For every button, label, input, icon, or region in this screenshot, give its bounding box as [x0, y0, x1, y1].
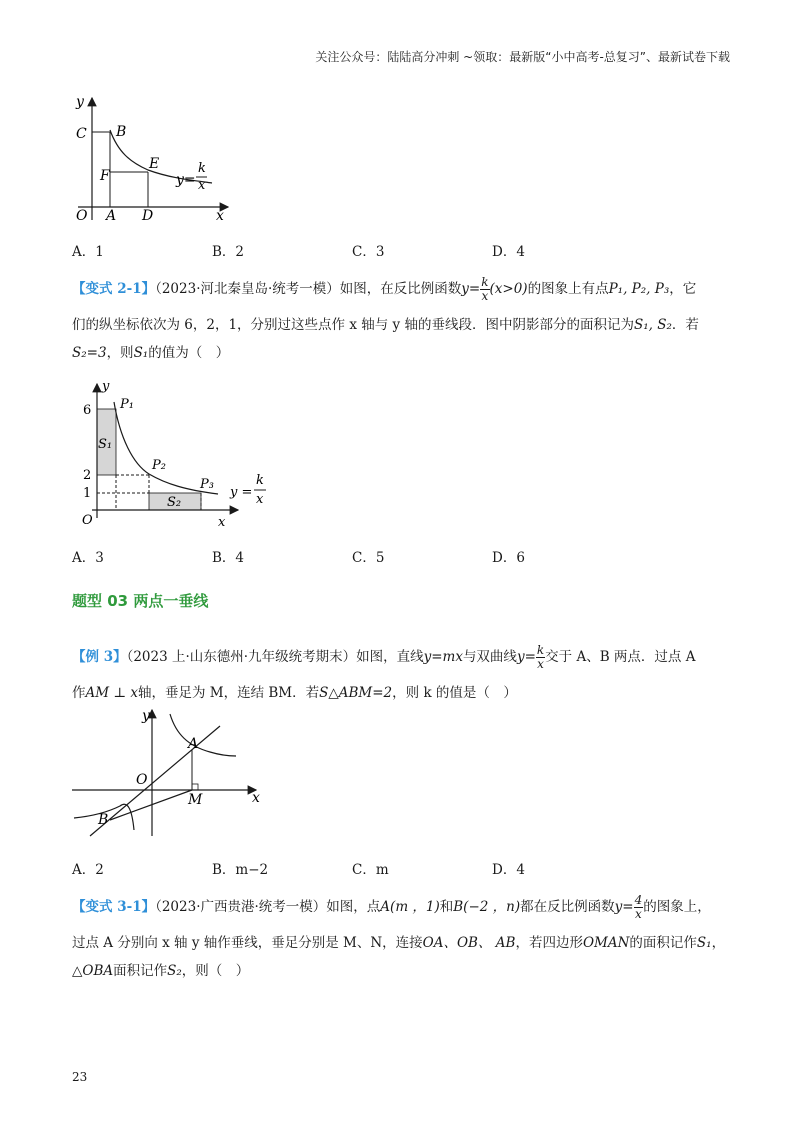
label-D: D: [142, 208, 154, 224]
label-M: M: [188, 792, 203, 808]
label-P3: P₃: [200, 477, 214, 492]
eq-k: k: [256, 473, 264, 488]
page-header: 关注公众号：陆陆高分冲刺 ~领取：最新版“小中高考-总复习”、最新试卷下载: [315, 50, 730, 64]
q1-choice-b: B．2: [212, 244, 245, 260]
example-3-line2: 作AM ⊥ x轴，垂足为 M，连结 BM．若S△ABM=2，则 k 的值是（ ）: [72, 685, 517, 701]
q2-choice-d: D．6: [492, 550, 525, 566]
tick-2: 2: [83, 468, 92, 483]
label-y: y: [76, 94, 84, 110]
figure-2: [78, 378, 278, 533]
q3-choice-c: C．m: [352, 862, 389, 878]
eq-lhs: y=: [176, 172, 196, 188]
q3-choice-a: A．2: [72, 862, 104, 878]
label-A: A: [106, 208, 117, 224]
eq-k: k: [198, 161, 206, 176]
label-O: O: [136, 772, 148, 788]
label-x: x: [218, 515, 226, 530]
section-title: 题型 03 两点一垂线: [72, 592, 209, 610]
example-3-line1: 【例 3】（2023 上·山东德州·九年级统考期末）如图，直线y=mx与双曲线y= $\frac{k}{x}$ 交于 A、B 两点．过点 A: [72, 643, 696, 671]
label-y: y: [102, 379, 110, 394]
label-P1: P₁: [120, 397, 134, 412]
q1-choice-a: A．1: [72, 244, 104, 260]
variant-3-1-tag: 【变式 3-1】: [72, 899, 156, 915]
variant-2-1-line3: S₂=3，则S₁的值为（ ）: [72, 345, 230, 361]
label-S2: S₂: [167, 495, 182, 510]
label-O: O: [76, 208, 88, 224]
label-F: F: [100, 168, 110, 184]
variant-3-1-line1: 【变式 3-1】（2023·广西贵港·统考一模）如图，点A(m ，1)和B(−2 ，n)都在反比例函数y= $\frac{4}{x}$ 的图象上，: [72, 893, 711, 921]
label-C: C: [76, 126, 87, 142]
tick-6: 6: [83, 403, 92, 418]
hyperbola-branch-1: [170, 714, 236, 756]
label-A: A: [188, 736, 199, 752]
label-E: E: [149, 156, 160, 172]
line-y-mx: [90, 726, 220, 836]
tick-1: 1: [83, 486, 92, 501]
q3-choice-d: D．4: [492, 862, 525, 878]
label-B: B: [116, 124, 127, 140]
eq-lhs: y =: [230, 485, 253, 500]
variant-3-1-line3: △OBA面积记作S₂，则（ ）: [72, 963, 250, 979]
eq-den: x: [198, 178, 206, 193]
label-P2: P₂: [152, 458, 166, 473]
variant-2-1-line2: 们的纵坐标依次为 6，2，1，分别过这些点作 x 轴与 y 轴的垂线段．图中阴影部分的面积记为S₁, S₂．若: [72, 317, 699, 333]
q2-choice-c: C．5: [352, 550, 385, 566]
q1-choice-d: D．4: [492, 244, 525, 260]
label-B: B: [98, 812, 109, 828]
variant-2-1-line1: 【变式 2-1】（2023·河北秦皇岛·统考一模）如图，在反比例函数y= $\frac{k}{x}$ (x>0)的图象上有点P₁, P₂, P₃，它: [72, 275, 697, 303]
variant-3-1-line2: 过点 A 分别向 x 轴 y 轴作垂线，垂足分别是 M、N，连接OA、OB、 AB，若四边形OMAN的面积记作S₁，: [72, 935, 726, 951]
label-S1: S₁: [98, 437, 113, 452]
label-x: x: [216, 208, 224, 224]
q2-choice-a: A．3: [72, 550, 104, 566]
figure-1: [70, 92, 240, 227]
variant-2-1-tag: 【变式 2-1】: [72, 281, 156, 297]
q2-choice-b: B．4: [212, 550, 245, 566]
example-3-tag: 【例 3】: [72, 649, 127, 665]
eq-den: x: [256, 492, 264, 507]
label-O: O: [82, 513, 93, 528]
q1-choice-c: C．3: [352, 244, 385, 260]
label-x: x: [252, 790, 260, 806]
q3-choice-b: B．m−2: [212, 862, 269, 878]
figure-3: [70, 706, 270, 841]
label-y: y: [142, 708, 150, 724]
page-number: 23: [72, 1070, 88, 1084]
